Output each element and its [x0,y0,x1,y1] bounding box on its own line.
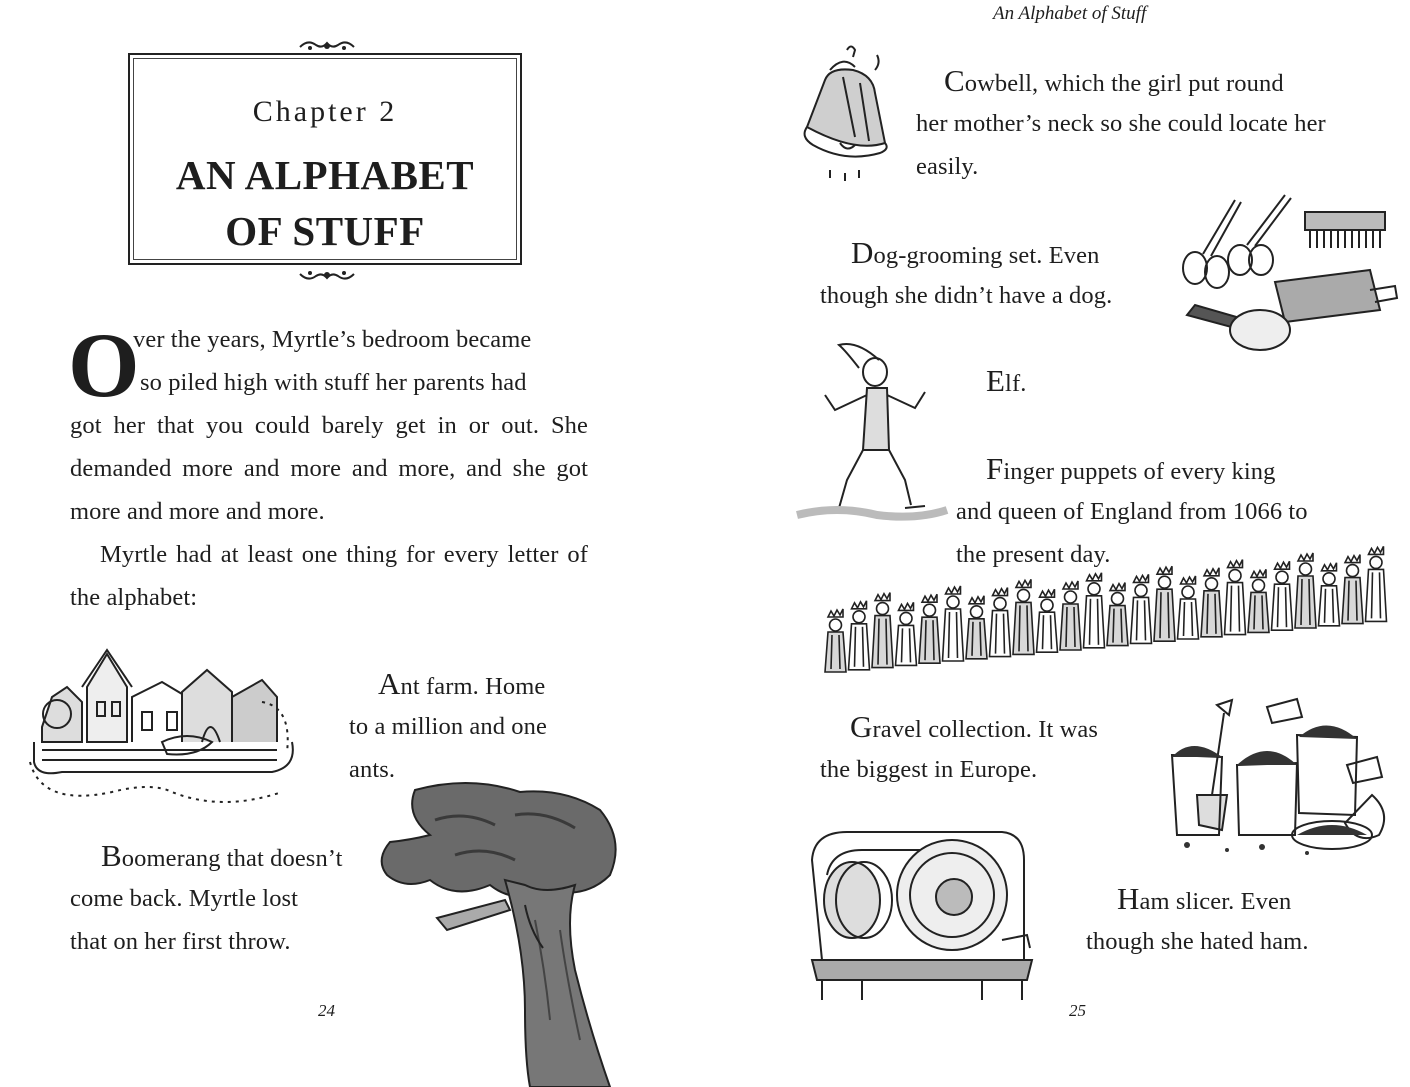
right-page [705,0,1410,1087]
finger-puppet-figure [849,601,870,670]
item-h-first-line: Ham slicer. Even [1117,881,1292,916]
finger-puppet-figure [1272,561,1293,630]
finger-puppet-figure [1342,555,1363,624]
item-b-text: come back. Myrtle lost that on her first throw. [70,885,299,955]
item-a-first-line: Ant farm. Home [378,666,546,701]
drop-cap-letter: O [68,314,140,416]
item-c-text: her mother’s neck so she could locate her easily. [916,110,1326,180]
chapter-number: Chapter 2 [252,95,398,128]
item-b-first-line: Boomerang that doesn’t [101,838,343,873]
paragraph-1-line-2: so piled high with stuff her parents had [140,369,527,396]
item-f-text: and queen of England from 1066 to the present day. [956,498,1308,568]
item-a-initial: A [378,666,401,701]
finger-puppet-figure [1060,581,1081,650]
finger-puppet-figure [1131,574,1152,643]
cowbell-illustration [795,45,895,185]
page-number-right: 25 [1069,1001,1086,1020]
finger-puppet-figure [1084,573,1105,648]
item-g-text: the biggest in Europe. [820,756,1038,783]
finger-puppet-figure [1178,576,1199,639]
finger-puppet-figure [919,594,940,663]
item-g-first-line: Gravel collection. It was [850,709,1099,744]
item-e-line: Elf. [986,363,1027,398]
item-h-text: though she hated ham. [1086,928,1309,955]
chapter-title-line-2: OF STUFF [225,208,425,254]
paragraph-1-line-1: ver the years, Myrtle’s bedroom became [133,326,532,353]
item-c-first-line: Cowbell, which the girl put round [944,63,1284,98]
finger-puppet-figure [1037,589,1058,652]
boomerang-tree-illustration [375,780,640,1087]
finger-puppet-figure [1013,579,1034,654]
item-b-initial: B [101,838,122,873]
item-d-first-line: Dog-grooming set. Even [851,235,1100,270]
finger-puppets-row-illustration [820,572,1395,684]
finger-puppet-figure [990,588,1011,657]
running-header: An Alphabet of Stuff [993,3,1147,24]
chapter-title-line-1: AN ALPHABET [175,152,475,198]
finger-puppet-figure [1366,546,1387,621]
item-f-initial: F [986,451,1004,486]
elf-illustration [797,330,957,525]
item-d-initial: D [851,235,874,270]
finger-puppet-figure [1248,569,1269,632]
chapter-title [130,147,520,259]
finger-puppet-figure [872,593,893,668]
dog-grooming-set-illustration [1175,190,1400,360]
item-c-initial: C [944,63,965,98]
ant-farm-illustration [22,642,302,812]
top-flourish-ornament [298,37,356,53]
paragraph-2: Myrtle had at least one thing for every letter of the alphabet: [70,541,588,611]
finger-puppet-figure [825,609,846,672]
finger-puppet-figure [943,586,964,661]
gravel-collection-illustration [1167,695,1402,860]
chapter-heading-frame [128,53,522,265]
bottom-flourish-ornament [298,268,356,284]
finger-puppet-figure [1319,563,1340,626]
finger-puppet-figure [1201,568,1222,637]
item-e-initial: E [986,363,1006,398]
finger-puppet-figure [1107,583,1128,646]
item-d-text: though she didn’t have a dog. [820,282,1113,309]
item-a-text: to a million and one ants. [349,713,547,783]
item-h-initial: H [1117,881,1140,916]
item-f-first-line: Finger puppets of every king [986,451,1276,486]
item-g-initial: G [850,709,873,744]
finger-puppet-figure [1154,566,1175,641]
paragraph-1-body: got her that you could barely get in or out. She demanded more and more and more, and she got more and more and more. [70,412,588,525]
finger-puppet-figure [896,602,917,665]
finger-puppet-figure [966,596,987,659]
page-number-left: 24 [318,1001,335,1020]
ham-slicer-illustration [802,820,1037,1005]
